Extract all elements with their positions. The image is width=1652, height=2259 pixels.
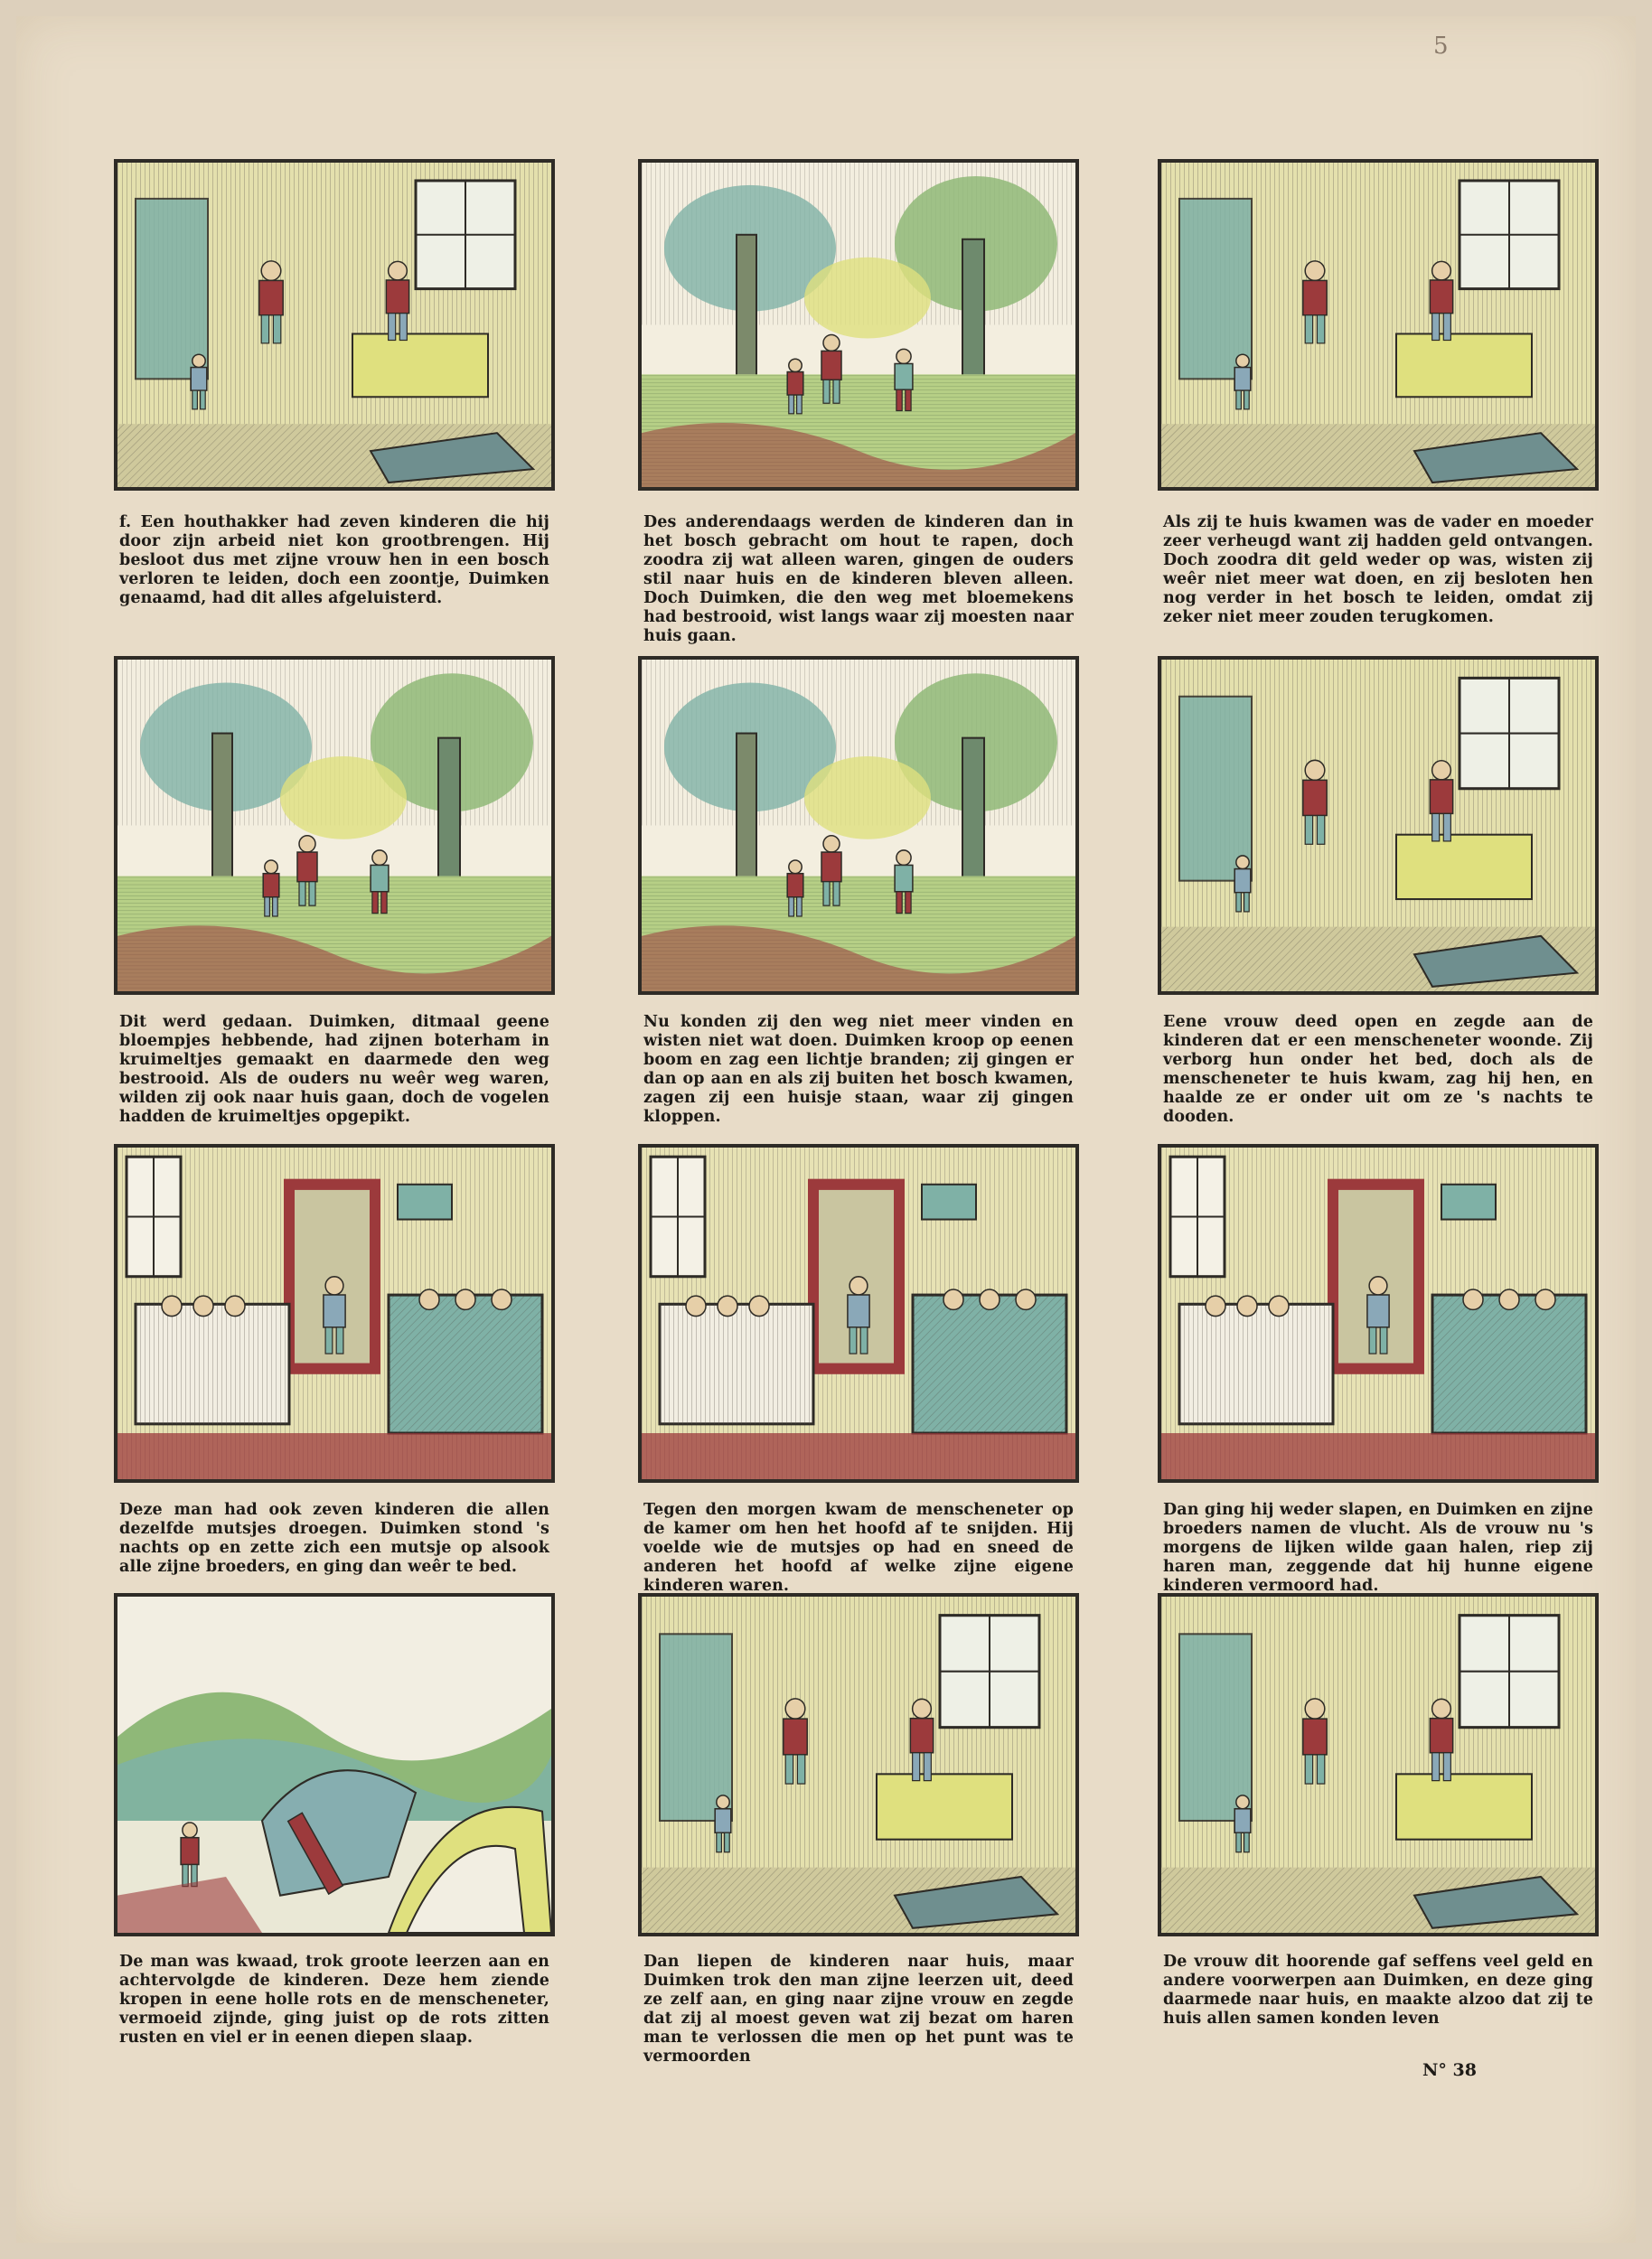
panel-illustration bbox=[1158, 1593, 1599, 1936]
panel-4 bbox=[114, 656, 555, 995]
panel-6 bbox=[1158, 656, 1599, 995]
panel-caption: Nu konden zij den weg niet meer vinden en wisten niet wat doen. Duimken kroop op eenen boom en zag een lichtje branden; zij gingen er dan op aan en als zij buiten het bosch kwamen, zagen zij een huisje staan, waar zij gingen kloppen. bbox=[643, 1013, 1074, 1126]
panel-caption: Deze man had ook zeven kinderen die allen dezelfde mutsjes droegen. Duimken stond 's nachts op en zette zich een mutsje op alsook alle zijne broeders, en ging dan weêr te bed. bbox=[119, 1501, 549, 1576]
panel-illustration bbox=[638, 159, 1079, 491]
print-sheet bbox=[16, 16, 1636, 2243]
panel-7 bbox=[114, 1144, 555, 1483]
panel-9 bbox=[1158, 1144, 1599, 1483]
print-number: N° 38 bbox=[1422, 2060, 1477, 2080]
panel-caption: Dan ging hij weder slapen, en Duimken en zijne broeders namen de vlucht. Als de vrouw nu 's morgens de lijken wilde gaan halen, riep zij haren man, zeggende dat hij hunne eigene kinderen vermoord had. bbox=[1163, 1501, 1593, 1595]
panel-illustration bbox=[114, 1593, 555, 1936]
panel-illustration bbox=[638, 1144, 1079, 1483]
panel-illustration bbox=[1158, 656, 1599, 995]
panel-illustration bbox=[638, 1593, 1079, 1936]
panel-illustration bbox=[114, 159, 555, 491]
panel-caption: Dan liepen de kinderen naar huis, maar Duimken trok den man zijne leerzen uit, deed ze zelf aan, en ging naar zijne vrouw en zegde dat zij al moest geven wat zij bezat om haren man te verlossen die men op het punt was te vermoorden bbox=[643, 1953, 1074, 2066]
panel-caption: De man was kwaad, trok groote leerzen aan en achtervolgde de kinderen. Deze hem ziende kropen in eene holle rots en de menscheneter, vermoeid zijnde, ging juist op de rots zitten rusten en viel er in eenen diepen slaap. bbox=[119, 1953, 549, 2047]
panel-caption: Des anderendaags werden de kinderen dan in het bosch gebracht om hout te rapen, doch zoodra zij wat alleen waren, gingen de ouders stil naar huis en de kinderen bleven alleen. Doch Duimken, die den weg met bloemekens had bestrooid, wist langs waar zij moesten naar huis gaan. bbox=[643, 513, 1074, 645]
panel-illustration bbox=[1158, 159, 1599, 491]
panel-2 bbox=[638, 159, 1079, 491]
panel-5 bbox=[638, 656, 1079, 995]
panel-11 bbox=[638, 1593, 1079, 1936]
panel-caption: De vrouw dit hoorende gaf seffens veel geld en andere voorwerpen aan Duimken, en deze ging daarmede naar huis, en maakte alzoo dat zij te huis allen samen konden leven bbox=[1163, 1953, 1593, 2028]
sheet-mark: 5 bbox=[1433, 33, 1449, 60]
panel-illustration bbox=[1158, 1144, 1599, 1483]
panel-caption: Als zij te huis kwamen was de vader en moeder zeer verheugd want zij hadden geld ontvangen. Doch zoodra dit geld weder op was, wisten zij weêr niet meer wat doen, en zij besloten hen nog verder in het bosch te leiden, omdat zij zeker niet meer zouden terugkomen. bbox=[1163, 513, 1593, 626]
panel-caption: Dit werd gedaan. Duimken, ditmaal geene bloempjes hebbende, had zijnen boterham in kruimeltjes gemaakt en daarmede den weg bestrooid. Als de ouders nu weêr weg waren, wilden zij ook naar huis gaan, doch de vogelen hadden de kruimeltjes opgepikt. bbox=[119, 1013, 549, 1126]
panel-caption: Tegen den morgen kwam de menscheneter op de kamer om hen het hoofd af te snijden. Hij voelde wie de mutsjes op had en sneed de anderen het hoofd af welke zijne eigene kinderen waren. bbox=[643, 1501, 1074, 1595]
panel-3 bbox=[1158, 159, 1599, 491]
panel-caption: Eene vrouw deed open en zegde aan de kinderen dat er een menscheneter woonde. Zij verborg hun onder het bed, doch als de menscheneter te huis kwam, zag hij hen, en haalde ze er onder uit om ze 's nachts te dooden. bbox=[1163, 1013, 1593, 1126]
panel-illustration bbox=[114, 656, 555, 995]
panel-illustration bbox=[114, 1144, 555, 1483]
panel-caption: f. Een houthakker had zeven kinderen die hij door zijn arbeid niet kon grootbrengen. Hij besloot dus met zijne vrouw hen in een bosch verloren te leiden, doch een zoontje, Duimken genaamd, had dit alles afgeluisterd. bbox=[119, 513, 549, 607]
panel-12 bbox=[1158, 1593, 1599, 1936]
panel-8 bbox=[638, 1144, 1079, 1483]
panel-1 bbox=[114, 159, 555, 491]
panel-illustration bbox=[638, 656, 1079, 995]
panel-10 bbox=[114, 1593, 555, 1936]
